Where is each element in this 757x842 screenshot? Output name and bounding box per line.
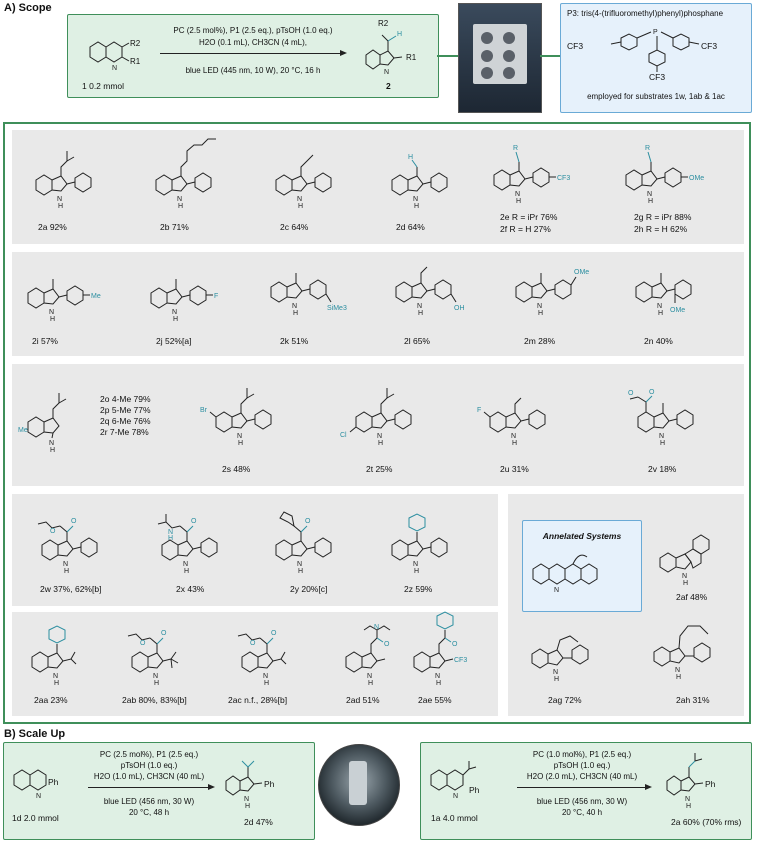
- connector-line: [540, 55, 560, 57]
- reactor-well: [503, 50, 515, 62]
- molecule-2k: [265, 262, 375, 332]
- svg-text:R: R: [645, 145, 651, 152]
- svg-text:N: N: [244, 796, 250, 803]
- product-r1: R1: [406, 53, 417, 62]
- svg-text:N: N: [49, 440, 55, 447]
- indole-2d-scale: [220, 753, 300, 813]
- molecule-2j: [145, 268, 255, 328]
- svg-text:H: H: [414, 568, 420, 575]
- product-2a-scale: 2a 60% (70% rms): [671, 817, 742, 827]
- conditions-line3: blue LED (445 nm, 10 W), 20 °C, 16 h: [185, 66, 321, 75]
- svg-text:O: O: [628, 390, 634, 397]
- svg-text:N: N: [453, 793, 459, 800]
- svg-text:N: N: [417, 303, 423, 310]
- svg-text:N: N: [112, 65, 118, 72]
- svg-text:N: N: [675, 667, 681, 674]
- svg-text:H: H: [178, 203, 184, 210]
- label-2aa: 2aa 23%: [34, 695, 68, 705]
- label-2z: 2z 59%: [404, 584, 433, 594]
- section-a-title: A) Scope: [4, 2, 52, 14]
- molecule-2d: [386, 145, 486, 215]
- svg-text:F: F: [477, 407, 482, 414]
- ph-label-2d: Ph: [264, 779, 275, 789]
- product-2d-scale: 2d 47%: [244, 817, 273, 827]
- label-2m: 2m 28%: [524, 336, 556, 346]
- molecule-2l: [390, 262, 500, 332]
- svg-text:N: N: [682, 573, 688, 580]
- svg-text:O: O: [250, 640, 256, 647]
- scale1-line4: blue LED (456 nm, 30 W): [103, 797, 195, 806]
- reactant-1a: 1a 4.0 mmol: [431, 813, 478, 823]
- p3-box: [560, 3, 752, 113]
- svg-text:O: O: [161, 630, 167, 637]
- p3-cf3-bottom: CF3: [649, 72, 666, 82]
- svg-text:N: N: [177, 196, 183, 203]
- svg-text:N: N: [537, 303, 543, 310]
- svg-text:N: N: [377, 433, 383, 440]
- scale1-line1: PC (2.5 mol%), P1 (2.5 eq.): [99, 750, 199, 759]
- quinoline-1a: [427, 757, 497, 805]
- scale1-line5: 20 °C, 48 h: [128, 808, 170, 817]
- svg-text:O: O: [452, 641, 458, 648]
- svg-text:H: H: [54, 680, 60, 687]
- p3-title: P3: tris(4-(trifluoromethyl)phenyl)phosphane: [567, 9, 724, 18]
- svg-text:N: N: [63, 561, 69, 568]
- molecule-2ae: [400, 612, 510, 692]
- svg-text:N: N: [554, 587, 560, 594]
- svg-text:H: H: [378, 440, 384, 447]
- label-2x: 2x 43%: [176, 584, 205, 594]
- svg-text:N: N: [53, 673, 59, 680]
- section-b-title: B) Scale Up: [4, 728, 66, 740]
- svg-text:F: F: [214, 293, 219, 300]
- svg-text:H: H: [298, 568, 304, 575]
- svg-text:N: N: [36, 793, 42, 800]
- reactant-1d: 1d 2.0 mmol: [12, 813, 59, 823]
- reactor-well: [503, 32, 515, 44]
- molecule-2a: [30, 145, 130, 215]
- svg-text:H: H: [418, 310, 424, 317]
- svg-text:H: H: [414, 203, 420, 210]
- annelated-systems-box: [522, 520, 642, 612]
- label-2s: 2s 48%: [222, 464, 251, 474]
- label-2af: 2af 48%: [676, 592, 708, 602]
- molecule-2u: [474, 372, 584, 462]
- svg-text:N: N: [297, 196, 303, 203]
- svg-text:P: P: [653, 29, 658, 36]
- reactor-well: [503, 67, 515, 79]
- conditions-line2: H2O (0.1 mL), CH3CN (4 mL),: [198, 38, 308, 47]
- label-2y: 2y 20%[c]: [290, 584, 328, 594]
- ph-label-1a: Ph: [469, 785, 480, 795]
- molecule-2aa: [18, 612, 118, 692]
- molecule-2v: [618, 372, 738, 462]
- svg-text:N: N: [297, 561, 303, 568]
- label-2n: 2n 40%: [644, 336, 673, 346]
- label-2o: 2o 4-Me 79%: [100, 394, 151, 404]
- label-2u: 2u 31%: [500, 464, 529, 474]
- molecule-2x: [148, 500, 258, 580]
- svg-text:N: N: [263, 673, 269, 680]
- svg-text:OMe: OMe: [574, 269, 590, 276]
- svg-text:H: H: [538, 310, 544, 317]
- label-2ad: 2ad 51%: [346, 695, 380, 705]
- label-2f: 2f R = H 27%: [500, 224, 551, 234]
- quinoline-1d: [10, 763, 70, 803]
- label-2e: 2e R = iPr 76%: [500, 212, 558, 222]
- svg-text:N: N: [292, 303, 298, 310]
- svg-text:H: H: [660, 440, 666, 447]
- svg-text:N: N: [657, 303, 663, 310]
- arrow-head: [340, 50, 347, 56]
- svg-text:H: H: [512, 440, 518, 447]
- svg-text:O: O: [50, 528, 56, 535]
- molecule-2i: [22, 268, 132, 328]
- reactor-well: [481, 32, 493, 44]
- arrow-1: [88, 787, 212, 788]
- svg-text:H: H: [368, 680, 374, 687]
- svg-text:H: H: [686, 803, 692, 810]
- svg-text:O: O: [140, 640, 146, 647]
- svg-text:OMe: OMe: [689, 175, 705, 182]
- label-2a: 2a 92%: [38, 222, 67, 232]
- label-2r: 2r 7-Me 78%: [100, 427, 149, 437]
- svg-text:N: N: [374, 624, 380, 631]
- svg-text:O: O: [384, 641, 390, 648]
- svg-text:CF3: CF3: [557, 175, 571, 182]
- svg-text:H: H: [58, 203, 64, 210]
- svg-text:N: N: [49, 309, 55, 316]
- svg-text:H: H: [238, 440, 244, 447]
- scale1-line3: H2O (1.0 mL), CH3CN (40 mL): [93, 772, 205, 781]
- connector-line: [437, 55, 458, 57]
- label-2ah: 2ah 31%: [676, 695, 710, 705]
- svg-text:H: H: [658, 310, 664, 317]
- reaction-arrow: [160, 53, 344, 54]
- label-2ac: 2ac n.f., 28%[b]: [228, 695, 288, 705]
- label-2v: 2v 18%: [648, 464, 677, 474]
- svg-text:H: H: [676, 674, 682, 681]
- reactant-label: 1 0.2 mmol: [82, 81, 125, 91]
- label-2t: 2t 25%: [366, 464, 393, 474]
- label-2ag: 2ag 72%: [548, 695, 582, 705]
- product-label: 2: [386, 81, 391, 91]
- svg-text:Me: Me: [91, 293, 101, 300]
- arrow-2-head: [645, 784, 652, 790]
- svg-text:R: R: [513, 145, 519, 152]
- molecule-2af: [654, 530, 744, 590]
- svg-text:H: H: [64, 568, 70, 575]
- product-r2: R2: [378, 19, 389, 28]
- arrow-2: [517, 787, 649, 788]
- svg-text:N: N: [511, 433, 517, 440]
- svg-text:H: H: [683, 580, 689, 587]
- svg-text:H: H: [397, 31, 403, 38]
- indole-product: [360, 27, 430, 82]
- scale-up-box-1: [3, 742, 315, 840]
- svg-text:H: H: [293, 310, 299, 317]
- scale-up-box-2: [420, 742, 752, 840]
- label-2p: 2p 5-Me 77%: [100, 405, 151, 415]
- scale2-line2: pTsOH (1.0 eq.): [553, 761, 611, 770]
- svg-text:N: N: [413, 561, 419, 568]
- svg-text:OMe: OMe: [670, 307, 686, 314]
- svg-text:N: N: [153, 673, 159, 680]
- svg-text:O: O: [191, 518, 197, 525]
- label-2g: 2g R = iPr 88%: [634, 212, 692, 222]
- arrow-1-head: [208, 784, 215, 790]
- svg-text:O: O: [649, 389, 655, 396]
- svg-text:N: N: [172, 309, 178, 316]
- ph-label-1d: Ph: [48, 777, 59, 787]
- scale2-line4: blue LED (456 nm, 30 W): [536, 797, 628, 806]
- svg-text:O: O: [305, 518, 311, 525]
- svg-text:N: N: [183, 561, 189, 568]
- svg-text:SiMe3: SiMe3: [327, 305, 347, 312]
- svg-text:O: O: [271, 630, 277, 637]
- molecule-2ac: [228, 612, 338, 692]
- r2-label: R2: [130, 39, 141, 48]
- molecule-2g: [620, 140, 730, 210]
- svg-text:N: N: [647, 191, 653, 198]
- ph-label-2a: Ph: [705, 779, 716, 789]
- svg-text:H: H: [516, 198, 522, 205]
- svg-text:N: N: [659, 433, 665, 440]
- scope-reaction-box: [67, 14, 439, 98]
- label-2h: 2h R = H 62%: [634, 224, 688, 234]
- svg-text:H: H: [408, 154, 414, 161]
- molecule-2s: [200, 372, 310, 462]
- svg-text:CF3: CF3: [454, 657, 468, 664]
- label-2l: 2l 65%: [404, 336, 430, 346]
- molecule-2ab: [118, 612, 228, 692]
- p3-cf3-left: CF3: [567, 41, 584, 51]
- molecule-2y: [262, 500, 372, 580]
- svg-text:H: H: [264, 680, 270, 687]
- svg-text:Br: Br: [200, 407, 207, 414]
- label-2ae: 2ae 55%: [418, 695, 452, 705]
- reactor-well: [481, 67, 493, 79]
- label-2d: 2d 64%: [396, 222, 425, 232]
- svg-text:N: N: [515, 191, 521, 198]
- molecule-2m: [510, 262, 620, 332]
- svg-text:N: N: [237, 433, 243, 440]
- series-2o-2r: [100, 394, 151, 438]
- svg-text:H: H: [298, 203, 304, 210]
- molecule-2ag: [524, 620, 624, 690]
- svg-text:H: H: [436, 680, 442, 687]
- molecule-2c: [270, 145, 370, 215]
- annelated-title: Annelated Systems: [542, 531, 622, 541]
- molecule-2o-2r: [18, 372, 98, 462]
- svg-text:H: H: [648, 198, 654, 205]
- molecule-2b: [150, 135, 250, 215]
- svg-text:H: H: [50, 316, 56, 323]
- svg-text:Me: Me: [18, 427, 28, 434]
- scale2-line3: H2O (2.0 mL), CH3CN (40 mL): [526, 772, 638, 781]
- svg-text:N: N: [168, 529, 174, 536]
- svg-text:Cl: Cl: [340, 432, 347, 439]
- svg-text:H: H: [154, 680, 160, 687]
- svg-text:H: H: [245, 803, 251, 810]
- svg-text:N: N: [435, 673, 441, 680]
- scale2-line1: PC (1.0 mol%), P1 (2.5 eq.): [532, 750, 632, 759]
- molecule-2t: [340, 372, 450, 462]
- label-2w: 2w 37%, 62%[b]: [40, 584, 102, 594]
- molecule-2n: [630, 262, 740, 332]
- svg-text:N: N: [413, 196, 419, 203]
- molecule-2e: [488, 140, 598, 210]
- indole-2a-scale: [661, 749, 741, 813]
- p3-cf3-right: CF3: [701, 41, 718, 51]
- p3-note: employed for substrates 1w, 1ab & 1ac: [587, 92, 725, 101]
- svg-text:OH: OH: [454, 305, 465, 312]
- conditions-line1: PC (2.5 mol%), P1 (2.5 eq.), pTsOH (1.0 eq.): [173, 26, 333, 35]
- label-2b: 2b 71%: [160, 222, 189, 232]
- svg-text:N: N: [384, 69, 390, 76]
- molecule-2w: [32, 500, 142, 580]
- svg-text:H: H: [554, 676, 560, 683]
- molecule-2z: [378, 500, 488, 580]
- label-2c: 2c 64%: [280, 222, 309, 232]
- reactor-photo: [458, 3, 542, 113]
- svg-text:N: N: [57, 196, 63, 203]
- flask: [349, 761, 367, 805]
- scale1-line2: pTsOH (1.0 eq.): [120, 761, 178, 770]
- label-2ab: 2ab 80%, 83%[b]: [122, 695, 187, 705]
- svg-text:N: N: [685, 796, 691, 803]
- label-2q: 2q 6-Me 76%: [100, 416, 151, 426]
- molecule-2ah: [646, 612, 746, 692]
- reactor-well: [481, 50, 493, 62]
- svg-text:H: H: [173, 316, 179, 323]
- r1-label: R1: [130, 57, 141, 66]
- label-2j: 2j 52%[a]: [156, 336, 192, 346]
- svg-text:H: H: [50, 447, 56, 454]
- svg-text:N: N: [367, 673, 373, 680]
- scale2-line5: 20 °C, 40 h: [561, 808, 603, 817]
- svg-text:H: H: [168, 535, 174, 542]
- svg-text:N: N: [553, 669, 559, 676]
- svg-text:H: H: [184, 568, 190, 575]
- annelated-acridine: [527, 547, 637, 602]
- scale-up-photo: [318, 744, 400, 826]
- svg-text:O: O: [71, 518, 77, 525]
- label-2i: 2i 57%: [32, 336, 58, 346]
- label-2k: 2k 51%: [280, 336, 309, 346]
